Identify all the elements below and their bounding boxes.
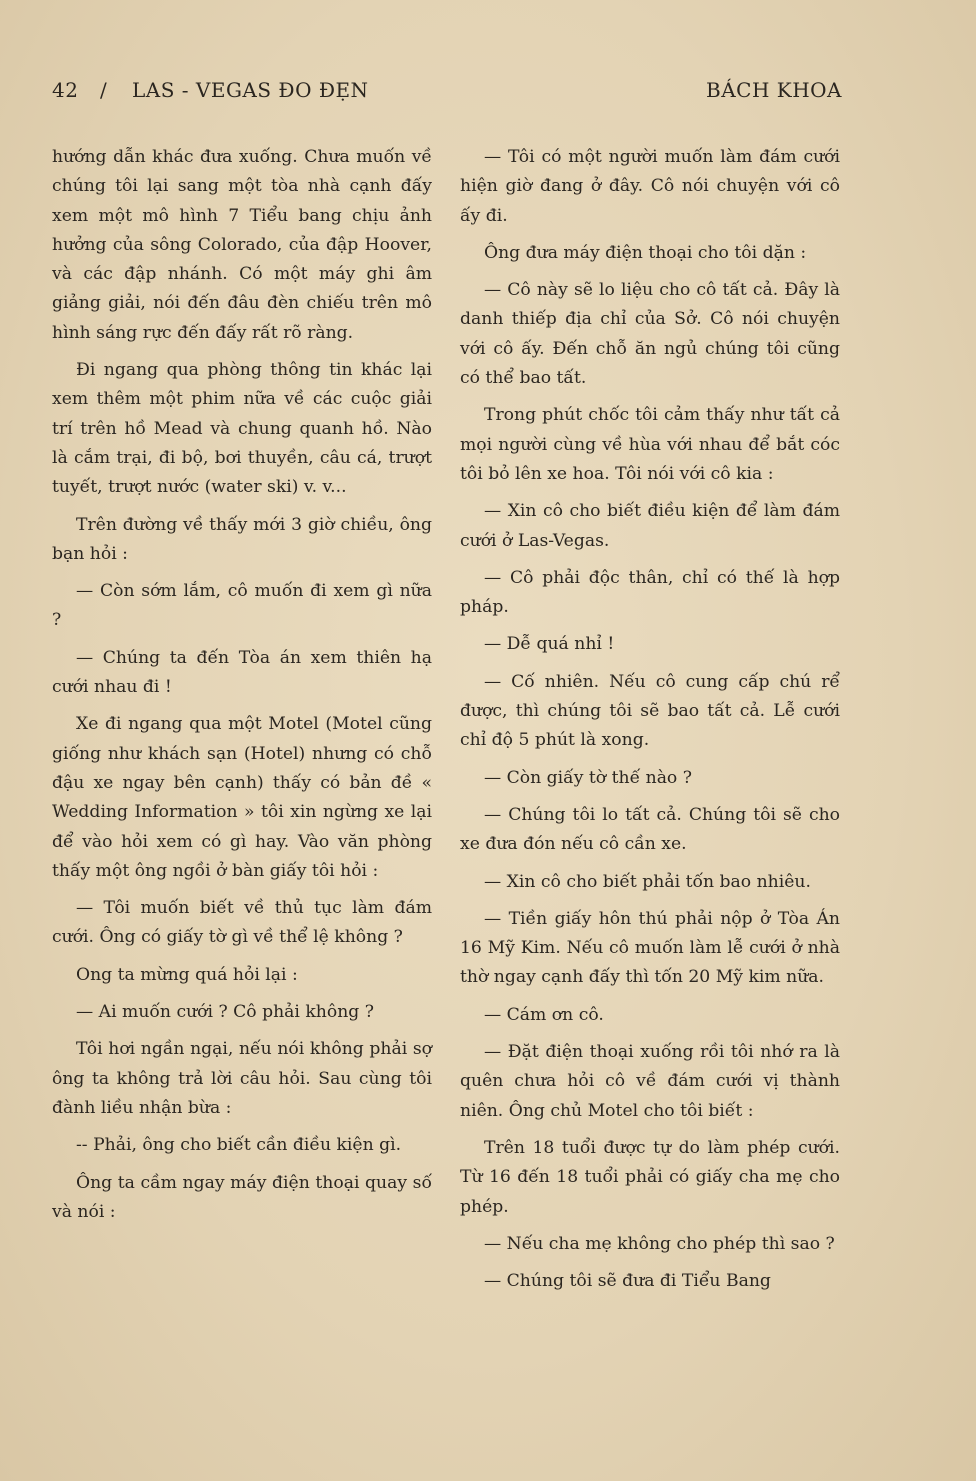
paragraph: hướng dẫn khác đưa xuống. Chưa muốn về chúng tôi lại sang một tòa nhà cạnh đấy xem một mô hình 7 Tiểu bang chịu ảnh hưởng của sông Colorado, của đập Hoover, và các đập nhánh. Có một máy ghi âm giảng giải, nói đến đâu đèn chiếu trên mô hình sáng rực đến đấy rất rõ ràng. — [52, 147, 432, 343]
paragraph: — Đặt điện thoại xuống rồi tôi nhớ ra là quên chưa hỏi cô về đám cưới vị thành niên. Ông chủ Motel cho tôi biết : — [460, 1042, 840, 1121]
running-header — [52, 78, 842, 108]
paragraph: Ong ta mừng quá hỏi lại : — [76, 964, 298, 985]
paragraph: — Cám ơn cô. — [484, 1004, 604, 1025]
paragraph: Tôi hơi ngần ngại, nếu nói không phải sợ ông ta không trả lời câu hỏi. Sau cùng tôi đành liều nhận bừa : — [52, 1039, 432, 1118]
header-separator: / — [100, 78, 108, 102]
paragraph: -- Phải, ông cho biết cần điều kiện gì. — [76, 1135, 402, 1156]
paragraph: — Cố nhiên. Nếu cô cung cấp chú rể được, thì chúng tôi sẽ bao tất cả. Lễ cưới chỉ độ 5 phút là xong. — [460, 671, 840, 751]
paragraph: — Dễ quá nhỉ ! — [484, 634, 615, 655]
paragraph: Trên đường về thấy mới 3 giờ chiều, ông bạn hỏi : — [52, 514, 432, 564]
paragraph: — Còn giấy tờ thế nào ? — [484, 767, 692, 788]
paragraph: Xe đi ngang qua một Motel (Motel cũng giống như khách sạn (Hotel) nhưng có chỗ đậu xe ngay bên cạnh) thấy có bản đề « Wedding Information » tôi xin ngừng xe lại để vào hỏi xem có gì hay. Vào văn phòng thấy một ông ngồi ở bàn giấy tôi hỏi : — [52, 714, 432, 881]
paragraph: — Nếu cha mẹ không cho phép thì sao ? — [484, 1233, 835, 1254]
paragraph: — Tôi có một người muốn làm đám cưới hiện giờ đang ở đây. Cô nói chuyện với cô ấy đi. — [460, 147, 840, 226]
paragraph: Ông đưa máy điện thoại cho tôi dặn : — [484, 242, 807, 263]
paragraph: Trong phút chốc tôi cảm thấy như tất cả mọi người cùng về hùa với nhau để bắt cóc tôi bỏ lên xe hoa. Tôi nói với cô kia : — [460, 405, 840, 484]
paragraph: Ông ta cầm ngay máy điện thoại quay số và nói : — [52, 1172, 432, 1222]
paragraph: — Chúng tôi lo tất cả. Chúng tôi sẽ cho xe đưa đón nếu cô cần xe. — [460, 804, 840, 855]
paragraph: — Tiền giấy hôn thú phải nộp ở Tòa Án 16 Mỹ Kim. Nếu cô muốn làm lễ cưới ở nhà thờ ngay cạnh đấy thì tốn 20 Mỹ kim nữa. — [460, 908, 840, 988]
paragraph: — Còn sớm lắm, cô muốn đi xem gì nữa ? — [52, 581, 432, 631]
article-title: LAS - VEGAS ĐO ĐẸN — [132, 78, 369, 102]
right-column — [460, 143, 840, 1304]
paragraph: — Chúng ta đến Tòa án xem thiên hạ cưới nhau đi ! — [52, 647, 432, 698]
paragraph: Đi ngang qua phòng thông tin khác lại xem thêm một phim nữa về các cuộc giải trí trên hồ Mead và chung quanh hồ. Nào là cắm trại, đi bộ, bơi thuyền, câu cá, trượt tuyết, trượt nước (water ski) v. v... — [52, 360, 432, 498]
paragraph: — Ai muốn cưới ? Cô phải không ? — [76, 1002, 374, 1023]
left-column — [52, 143, 432, 1235]
page-number: 42 — [52, 78, 79, 102]
paragraph: — Cô này sẽ lo liệu cho cô tất cả. Đây là danh thiếp địa chỉ của Sở. Cô nói chuyện với cô ấy. Đến chỗ ăn ngủ chúng tôi cũng có thể bao tất. — [460, 280, 840, 389]
paragraph: Trên 18 tuổi được tự do làm phép cưới. Từ 16 đến 18 tuổi phải có giấy cha mẹ cho phép. — [460, 1137, 840, 1217]
paragraph: — Cô phải độc thân, chỉ có thế là hợp pháp. — [460, 567, 840, 618]
paragraph: — Xin cô cho biết điều kiện để làm đám cưới ở Las-Vegas. — [460, 501, 840, 551]
magazine-name: BÁCH KHOA — [706, 78, 842, 102]
paragraph: — Chúng tôi sẽ đưa đi Tiểu Bang — [484, 1271, 771, 1292]
paragraph: — Xin cô cho biết phải tốn bao nhiêu. — [484, 871, 811, 892]
paragraph: — Tôi muốn biết về thủ tục làm đám cưới. Ông có giấy tờ gì về thể lệ không ? — [52, 898, 432, 948]
